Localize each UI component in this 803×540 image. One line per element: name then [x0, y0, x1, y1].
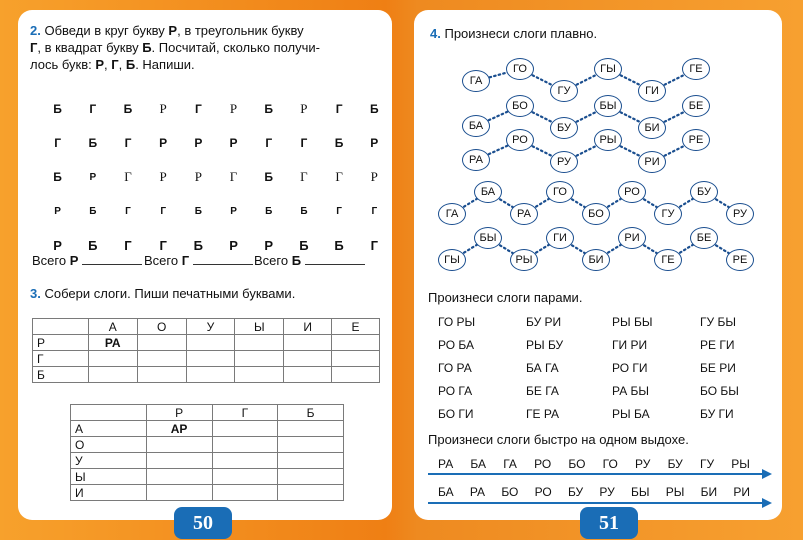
grid-letter[interactable]: Б [334, 237, 344, 253]
breath-syllable: БУ [667, 457, 683, 471]
syllable-pair: БУ ГИ [700, 407, 734, 421]
grid-letter[interactable]: Б [300, 205, 308, 217]
grid-letter[interactable]: Г [124, 169, 132, 184]
answer-cell[interactable] [212, 485, 278, 501]
total-label: Всего [144, 253, 182, 268]
answer-cell[interactable] [212, 453, 278, 469]
grid-letter[interactable]: Г [54, 136, 61, 150]
syllable-circle: ГО [546, 181, 574, 203]
syllable-pair: РЫ БУ [526, 338, 564, 352]
grid-letter[interactable]: Р [230, 205, 237, 217]
breath-syllable: БИ [700, 485, 718, 499]
letter-g: Г [30, 40, 38, 55]
syllable-table-1 [32, 318, 380, 383]
grid-letter[interactable]: Г [300, 169, 308, 184]
syllable-circle: РА [462, 149, 490, 171]
breath-syllable: РА [469, 485, 486, 499]
syllable-circle: РЕ [726, 249, 754, 271]
column-header: Б [278, 405, 344, 421]
pairs-title: Произнеси слоги парами. [428, 290, 583, 305]
answer-cell[interactable] [278, 453, 344, 469]
answer-cell[interactable] [278, 437, 344, 453]
grid-letter[interactable]: Г [159, 237, 167, 253]
syllable-pair: РЫ БА [612, 407, 650, 421]
column-header: Г [212, 405, 278, 421]
syllable-circle: ГЕ [682, 58, 710, 80]
grid-letter[interactable]: Г [370, 237, 378, 253]
total-letter: Г [181, 253, 190, 268]
syllable-circle: БО [506, 95, 534, 117]
breath-syllable: ГУ [699, 457, 715, 471]
grid-letter[interactable]: Р [264, 237, 274, 253]
syllable-pair: РО ГА [438, 384, 473, 398]
syllable-circle: РА [510, 203, 538, 225]
syllable-circle: РУ [726, 203, 754, 225]
breath-syllable: РУ [635, 457, 651, 471]
breath-syllable: РЫ [665, 485, 685, 499]
column-header: Ы [235, 319, 284, 335]
column-header: У [186, 319, 235, 335]
column-header [33, 319, 89, 335]
syllable-circle: БИ [638, 117, 666, 139]
letter-r: Р [95, 57, 104, 72]
grid-letter[interactable]: Р [229, 101, 238, 116]
breath-syllable: БУ [567, 485, 584, 499]
column-header: И [284, 319, 332, 335]
grid-letter[interactable]: Г [125, 205, 131, 217]
column-header: Р [146, 405, 212, 421]
syllable-pair: РЫ БЫ [612, 315, 653, 329]
answer-cell[interactable] [212, 421, 278, 437]
syllable-circle: ГУ [550, 80, 578, 102]
letter-row [40, 92, 392, 126]
syllable-circle: ГУ [654, 203, 682, 225]
grid-letter[interactable]: Г [336, 205, 342, 217]
total-label: Всего [254, 253, 292, 268]
grid-letter[interactable]: Р [54, 205, 61, 217]
answer-cell[interactable] [212, 437, 278, 453]
grid-letter[interactable]: Б [88, 237, 98, 253]
row-header: Г [33, 351, 89, 367]
exercise-4-number: 4. [430, 26, 441, 41]
syllable-pair: БУ РИ [526, 315, 562, 329]
syllable-circle: БЫ [474, 227, 502, 249]
breath-syllable: РА [438, 457, 454, 471]
answer-cell[interactable] [284, 335, 332, 351]
syllable-circle: РИ [638, 151, 666, 173]
letter-b: Б [142, 40, 152, 55]
answer-cell[interactable] [186, 351, 235, 367]
left-page [18, 10, 392, 520]
grid-letter[interactable]: Б [88, 136, 98, 150]
instruction-text: Произнеси слоги плавно. [444, 26, 598, 41]
letter-row [40, 194, 392, 228]
syllable-circle: БЕ [682, 95, 710, 117]
exercise-2-line-2 [30, 40, 320, 56]
answer-cell[interactable] [235, 351, 284, 367]
syllable-circle: РЫ [594, 129, 622, 151]
syllable-circle: БУ [550, 117, 578, 139]
grid-letter[interactable]: Г [124, 136, 132, 150]
breath-syllable: ГА [503, 457, 517, 471]
grid-letter[interactable]: Г [371, 205, 378, 217]
syllable-pair: БО БЫ [700, 384, 739, 398]
grid-letter[interactable]: Б [193, 237, 204, 253]
total-g [144, 252, 253, 268]
breath-syllable: БА [438, 485, 454, 499]
answer-cell[interactable] [284, 351, 332, 367]
breath-syllable: РО [534, 457, 552, 471]
syllable-circle: БУ [690, 181, 718, 203]
syllable-circle: РУ [550, 151, 578, 173]
answer-cell[interactable] [146, 437, 212, 453]
answer-cell[interactable] [278, 469, 344, 485]
grid-letter[interactable]: Р [229, 136, 238, 150]
breath-syllable: РУ [599, 485, 615, 499]
syllable-circle: ГЕ [654, 249, 682, 271]
syllable-circle: РИ [618, 227, 646, 249]
breath-syllable: РО [534, 485, 552, 499]
page-number-left: 50 [174, 507, 232, 539]
syllable-circle: ГА [462, 70, 490, 92]
arrow-line-1 [428, 468, 772, 480]
grid-letter[interactable]: Р [370, 136, 379, 150]
answer-cell[interactable] [332, 335, 380, 351]
syllable-circle: ГЫ [594, 58, 622, 80]
answer-line[interactable] [305, 252, 365, 265]
syllable-circle: БО [582, 203, 610, 225]
syllable-pair: РО БА [438, 338, 475, 352]
total-label: Всего [32, 253, 70, 268]
answer-cell[interactable] [235, 335, 284, 351]
answer-cell[interactable] [186, 367, 235, 383]
letter-row [40, 126, 392, 160]
syllable-circle: ГО [506, 58, 534, 80]
text: , в квадрат букву [37, 40, 143, 55]
grid-letter[interactable]: Б [265, 205, 273, 217]
grid-letter[interactable]: Р [229, 237, 238, 253]
grid-letter[interactable]: Г [194, 102, 202, 116]
text: Обведи в круг букву [44, 23, 169, 38]
answer-cell[interactable] [137, 367, 186, 383]
grid-letter[interactable]: Р [89, 171, 97, 183]
answer-cell[interactable]: РА [88, 335, 137, 351]
answer-cell[interactable] [137, 351, 186, 367]
grid-letter[interactable]: Б [334, 136, 344, 150]
grid-letter[interactable]: Б [369, 102, 379, 116]
syllable-pair: ГИ РИ [612, 338, 648, 352]
row-header: И [71, 485, 147, 501]
row-header: Ы [71, 469, 147, 485]
grid-letter[interactable]: Г [335, 102, 343, 116]
syllable-pair: РО ГИ [612, 361, 648, 375]
breath-syllable: РИ [733, 485, 750, 499]
syllable-circle: БЕ [690, 227, 718, 249]
grid-letter[interactable]: Г [160, 205, 166, 217]
column-header: А [88, 319, 137, 335]
grid-letter[interactable]: Р [194, 169, 202, 184]
syllable-circle: БЫ [594, 95, 622, 117]
row-header: Б [33, 367, 89, 383]
grid-letter[interactable]: Б [299, 237, 309, 253]
grid-letter[interactable]: Б [89, 205, 97, 217]
answer-cell[interactable] [284, 367, 332, 383]
answer-cell[interactable] [332, 367, 380, 383]
grid-letter[interactable]: Р [159, 136, 168, 150]
answer-cell[interactable] [278, 485, 344, 501]
syllable-pair: БЕ ГА [526, 384, 559, 398]
syllable-circle: ГЫ [438, 249, 466, 271]
total-b [254, 252, 365, 268]
syllable-pair: ГО РЫ [438, 315, 476, 329]
row-header: У [71, 453, 147, 469]
text: , [118, 57, 126, 72]
grid-letter[interactable]: Г [89, 102, 97, 116]
row-header: А [71, 421, 147, 437]
answer-cell[interactable] [212, 469, 278, 485]
total-letter: Б [291, 253, 302, 268]
syllable-pair: РА БЫ [612, 384, 650, 398]
letter-b: Б [125, 57, 136, 72]
grid-letter[interactable]: Р [194, 136, 203, 150]
text: , в треугольник букву [177, 23, 304, 38]
syllable-pair: БА ГА [526, 361, 559, 375]
text: . Посчитай, сколько получи- [151, 40, 321, 55]
row-header: Р [33, 335, 89, 351]
text: , [104, 57, 112, 72]
answer-cell[interactable] [186, 335, 235, 351]
grid-letter[interactable]: Р [300, 101, 308, 116]
syllable-circle: ГА [438, 203, 466, 225]
syllable-circle: РЫ [510, 249, 538, 271]
letter-row [40, 160, 392, 194]
syllable-circle: БИ [582, 249, 610, 271]
syllable-pair: ГО РА [438, 361, 472, 375]
answer-cell[interactable]: АР [146, 421, 212, 437]
syllable-table-2 [70, 404, 344, 501]
column-header: О [137, 319, 186, 335]
breath-syllable: ГО [602, 457, 618, 471]
breath-syllable: БЫ [631, 485, 650, 499]
text: . Напиши. [135, 57, 195, 72]
exercise-2-line-3 [30, 57, 195, 73]
grid-letter[interactable]: Р [53, 237, 62, 253]
right-page [414, 10, 782, 520]
letter-g: Г [111, 57, 119, 72]
page-number-right: 51 [580, 507, 638, 539]
grid-letter[interactable]: Б [194, 205, 202, 217]
letter-grid [40, 92, 392, 262]
exercise-3-instruction [30, 286, 295, 302]
exercise-2-line-1 [30, 23, 304, 39]
grid-letter[interactable]: Б [264, 102, 274, 116]
total-r [32, 252, 142, 268]
answer-cell[interactable] [88, 351, 137, 367]
answer-line[interactable] [193, 252, 253, 265]
breath-syllable: БО [501, 485, 519, 499]
answer-cell[interactable] [137, 335, 186, 351]
syllable-circle: РЕ [682, 129, 710, 151]
grid-letter[interactable]: Р [159, 169, 167, 184]
syllable-pair: БЕ РИ [700, 361, 736, 375]
grid-letter[interactable]: Б [53, 102, 62, 116]
answer-cell[interactable] [235, 367, 284, 383]
grid-letter[interactable]: Б [123, 102, 133, 116]
grid-letter[interactable]: Г [265, 136, 273, 150]
grid-letter[interactable]: Р [370, 169, 378, 184]
grid-letter[interactable]: Г [335, 169, 343, 184]
syllable-pair: БО ГИ [438, 407, 474, 421]
syllable-pair: ГУ БЫ [700, 315, 736, 329]
syllable-circle: РО [506, 129, 534, 151]
syllable-circle: ГИ [546, 227, 574, 249]
answer-cell[interactable] [88, 367, 137, 383]
answer-cell[interactable] [278, 421, 344, 437]
grid-letter[interactable]: Р [159, 101, 167, 116]
answer-cell[interactable] [146, 453, 212, 469]
grid-letter[interactable]: Б [264, 170, 274, 184]
grid-letter[interactable]: Г [124, 237, 132, 253]
breath-syllable: РЫ [731, 457, 750, 471]
exercise-2-number: 2. [30, 23, 41, 38]
text: лось букв: [30, 57, 96, 72]
syllable-pair: ГЕ РА [526, 407, 560, 421]
total-letter: Р [69, 253, 79, 268]
breath-syllable: БО [568, 457, 586, 471]
grid-letter[interactable]: Г [229, 169, 238, 184]
letter-r: Р [168, 23, 178, 38]
answer-line[interactable] [82, 252, 142, 265]
answer-cell[interactable] [332, 351, 380, 367]
syllable-circle: ГИ [638, 80, 666, 102]
column-header: Е [332, 319, 380, 335]
answer-cell[interactable] [146, 485, 212, 501]
syllable-circle: БА [462, 115, 490, 137]
syllable-circle: РО [618, 181, 646, 203]
syllable-pair: РЕ ГИ [700, 338, 735, 352]
column-header [71, 405, 147, 421]
breath-syllable: БА [470, 457, 487, 471]
grid-letter[interactable]: Г [300, 136, 308, 150]
row-header: О [71, 437, 147, 453]
grid-letter[interactable]: Б [53, 170, 62, 184]
syllable-circle: БА [474, 181, 502, 203]
breath-title: Произнеси слоги быстро на одном выдохе. [428, 432, 689, 447]
exercise-3-number: 3. [30, 286, 41, 301]
answer-cell[interactable] [146, 469, 212, 485]
instruction-text: Собери слоги. Пиши печатными буквами. [44, 286, 296, 301]
